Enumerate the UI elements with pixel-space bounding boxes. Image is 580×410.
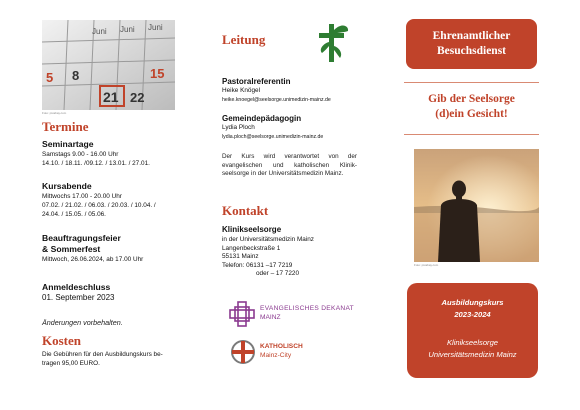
kosten-text-2: tragen 95,00 EURO. <box>42 360 100 367</box>
calendar-photo <box>42 20 175 110</box>
person-2-name: Lydia Ploch <box>222 124 255 131</box>
anmeldeschluss-date: 01. September 2023 <box>42 293 115 302</box>
katholisch-mainz-city-logo <box>230 339 380 367</box>
kosten-heading: Kosten <box>42 333 81 348</box>
calendar-day-d: 21 <box>103 89 119 105</box>
tagline-line-1: Gib der Seelsorge <box>428 93 515 105</box>
calendar-month-1: Juni <box>92 27 107 36</box>
kosten-block <box>42 350 202 368</box>
kursabende-dates-1: 07.02. / 21.02. / 06.03. / 20.03. / 10.04. / <box>42 202 156 209</box>
anmeldeschluss-heading: Anmeldeschluss <box>42 282 111 292</box>
anmeldeschluss-block <box>42 282 202 303</box>
title-line-1: Ehrenamtlicher <box>432 30 511 42</box>
kontakt-line-3: 55131 Mainz <box>222 253 259 261</box>
kontakt-heading: Kontakt <box>222 203 269 218</box>
person-1-email[interactable]: heike.knoegel@seelsorge.unimedizin-mainz.de <box>222 96 331 103</box>
seminartage-time: Samstags 9.00 - 16.00 Uhr <box>42 151 119 158</box>
divider-bottom <box>404 134 539 135</box>
leitung-person-1 <box>222 77 392 104</box>
dekanat-logo-line-2: MAINZ <box>260 314 281 321</box>
dekanat-logo-line-1: EVANGELISCHES DEKANAT <box>260 305 354 312</box>
person-2-role: Gemeindepädagogin <box>222 114 302 123</box>
divider-top <box>404 82 539 83</box>
kontakt-heading-name: Klinikseelsorge <box>222 225 282 234</box>
person-1-role: Pastoralreferentin <box>222 77 291 86</box>
course-description: Der Kurs wird verantwortet von der evangelischen und katholischen Klinik-seelsorge in der Universitätsmedizin Mainz. <box>222 153 357 178</box>
kontakt-block <box>222 225 392 279</box>
kontakt-phone-alt: oder – 17 7220 <box>256 270 299 278</box>
sunset-photo <box>414 149 539 262</box>
feier-heading-1: Beauftragungsfeier <box>42 233 121 243</box>
tagline-line-2: (d)ein Gesicht! <box>435 108 508 120</box>
leitung-heading: Leitung <box>222 32 266 47</box>
tagline <box>404 92 539 122</box>
photo-credit: Foto: pixabay.com <box>42 111 67 115</box>
org-line-1: Klinikseelsorge <box>446 338 499 347</box>
seminartage-dates: 14.10. / 18.11. /09.12. / 13.01. / 27.01. <box>42 160 150 167</box>
kosten-text-1: Die Gebühren für den Ausbildungskurs be- <box>42 351 163 358</box>
feier-heading-2: & Sommerfest <box>42 244 101 254</box>
feier-block <box>42 233 202 264</box>
katholisch-wheel-icon <box>230 339 256 365</box>
course-info-box <box>407 283 538 378</box>
dekanat-cross-icon <box>229 301 255 327</box>
kursabende-block <box>42 181 202 219</box>
kursabende-dates-2: 24.04. / 15.05. / 05.06. <box>42 211 106 218</box>
calendar-day-a: 5 <box>46 70 54 85</box>
calendar-day-e: 22 <box>130 90 145 105</box>
katholisch-logo-line-1: KATHOLISCH <box>260 343 303 350</box>
course-years: 2023-2024 <box>454 310 491 319</box>
kursabende-heading: Kursabende <box>42 181 92 191</box>
evangelisches-dekanat-logo <box>229 300 379 330</box>
termine-heading: Termine <box>42 119 89 134</box>
seminartage-heading: Seminartage <box>42 139 94 149</box>
kontakt-line-2: Langenbeckstraße 1 <box>222 244 281 252</box>
person-2-email[interactable]: lydia.ploch@seelsorge.unimedizin-mainz.de <box>222 133 324 140</box>
changes-note: Änderungen vorbehalten. <box>42 318 123 327</box>
calendar-month-2: Juni <box>120 25 135 34</box>
org-line-2: Universitätsmedizin Mainz <box>428 350 517 359</box>
calendar-month-3: Juni <box>148 23 163 32</box>
course-title: Ausbildungskurs <box>441 298 504 307</box>
kontakt-phone: Telefon: 06131 –17 7219 <box>222 261 293 269</box>
seminartage-block <box>42 139 202 168</box>
calendar-day-b: 8 <box>72 68 80 83</box>
calendar-day-c: 15 <box>150 66 165 81</box>
kontakt-line-1: in der Universitätsmedizin Mainz <box>222 236 314 243</box>
kursabende-time: Mittwochs 17.00 - 20.00 Uhr <box>42 193 122 200</box>
leitung-person-2 <box>222 114 392 141</box>
title-box <box>406 19 537 69</box>
church-logo-icon <box>316 20 350 64</box>
person-1-name: Heike Knögel <box>222 87 261 94</box>
title-line-2: Besuchsdienst <box>436 45 507 57</box>
feier-date: Mittwoch, 26.06.2024, ab 17.00 Uhr <box>42 256 144 263</box>
katholisch-logo-line-2: Mainz-City <box>260 352 292 359</box>
sunset-photo-credit: Foto: pixabay.com <box>414 263 439 267</box>
